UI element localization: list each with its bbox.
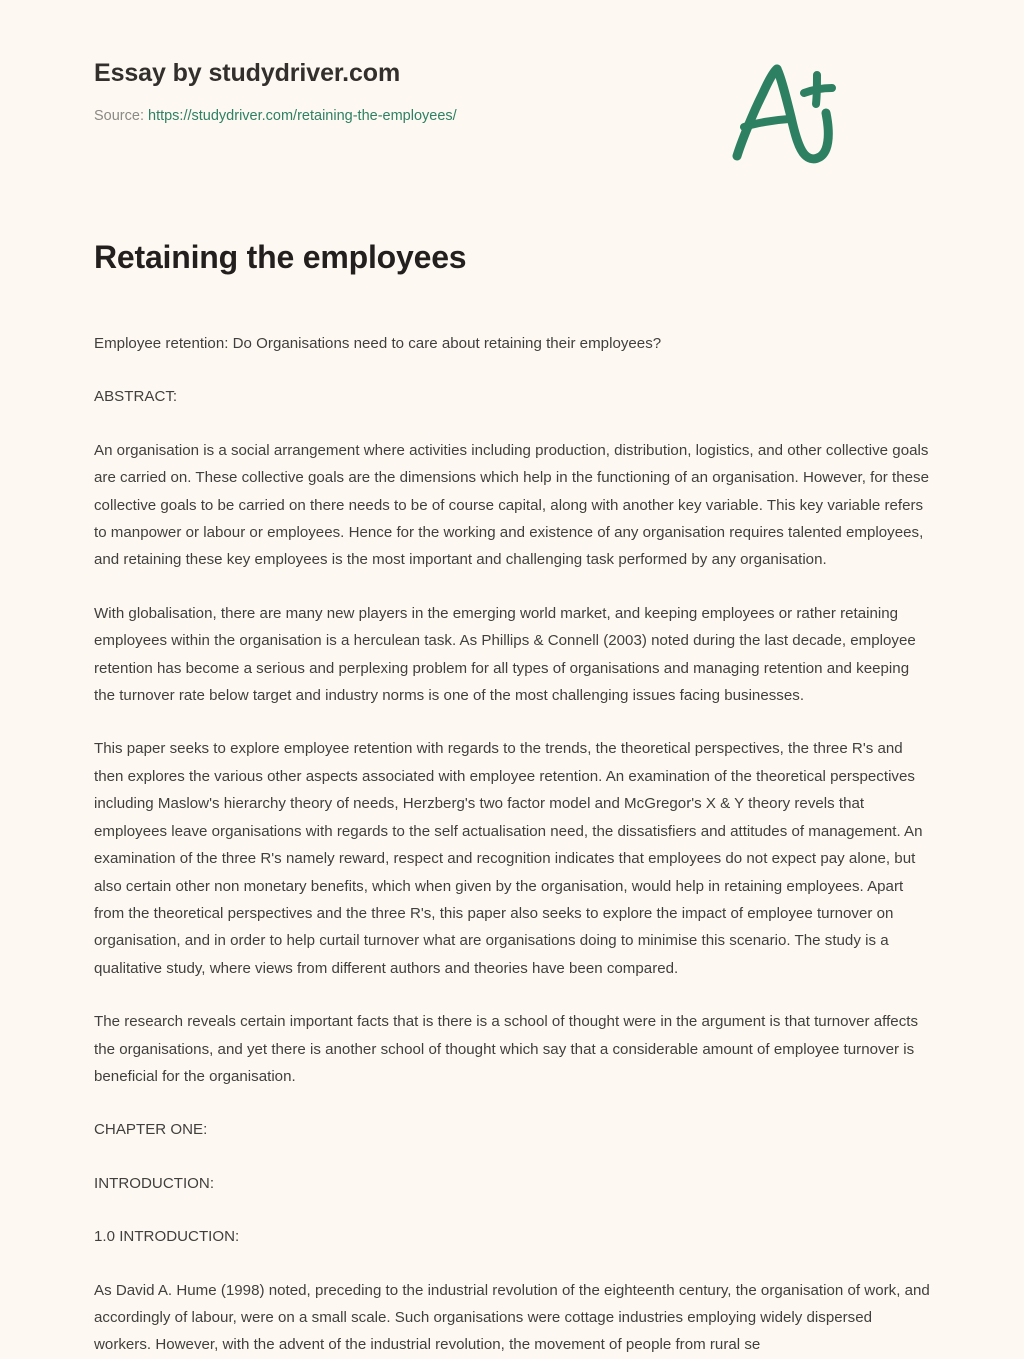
- source-label: Source:: [94, 108, 148, 124]
- paragraph: INTRODUCTION:: [94, 1174, 215, 1192]
- paragraph: ABSTRACT:: [94, 388, 178, 406]
- essay-body: [94, 330, 932, 1359]
- paragraph: With globalisation, there are many new players in the emerging world market, and keeping employees or rather retaining employees within the organisation is a herculean task. As Phillips & Connell (2003) noted during the last decade, employee retention has become a serious and perplexing problem for all types of organisations and managing retention and keeping the turnover rate below target and industry norms is one of the most challenging issues facing businesses.: [94, 604, 916, 705]
- paragraph: CHAPTER ONE:: [94, 1121, 208, 1139]
- page-title: Retaining the employees: [94, 239, 467, 275]
- a-plus-logo-icon: [722, 57, 840, 169]
- paragraph: This paper seeks to explore employee retention with regards to the trends, the theoretical perspectives, the three R's and then explores the various other aspects associated with employee retention. An examination of the theoretical perspectives including Maslow's hierarchy theory of needs, Herzberg's two factor model and McGregor's X & Y theory revels that employees leave organisations with regards to the self actualisation need, the dissatisfiers and attitudes of management. An examination of the three R's namely reward, respect and recognition indicates that employees do not expect pay alone, but also certain other non monetary benefits, which when given by the organisation, would help in retaining employees. Apart from the theoretical perspectives and the three R's, this paper also seeks to explore the impact of employee turnover on organisation, and in order to help curtail turnover what are organisations doing to minimise this scenario. The study is a qualitative study, where views from different authors and theories have been compared.: [94, 740, 923, 977]
- paragraph: 1.0 INTRODUCTION:: [94, 1228, 240, 1246]
- paragraph: The research reveals certain important facts that is there is a school of thought were in the argument is that turnover affects the organisations, and yet there is another school of thought which say that a considerable amount of employee turnover is beneficial for the organisation.: [94, 1013, 919, 1085]
- paragraph: Employee retention: Do Organisations need to care about retaining their employees?: [94, 335, 662, 352]
- brand-title: Essay by studydriver.com: [94, 59, 401, 87]
- paragraph: As David A. Hume (1998) noted, preceding to the industrial revolution of the eighteenth century, the organisation of work, and accordingly of labour, were on a small scale. Such organisations were cottage industries employing widely dispersed workers. However, with the advent of the industrial revolution, the movement of people from rural se: [94, 1281, 930, 1354]
- paragraph: An organisation is a social arrangement where activities including production, distribution, logistics, and other collective goals are carried on. These collective goals are the dimensions which help in the functioning of an organisation. However, for these collective goals to be carried on there needs to be of course capital, along with another key variable. This key variable refers to manpower or labour or employees. Hence for the working and existence of any organisation requires talented employees, and retaining these key employees is the most important and challenging task performed by any organisation.: [94, 441, 929, 569]
- page-header: [94, 0, 930, 130]
- source-url-link[interactable]: https://studydriver.com/retaining-the-employees/: [148, 108, 457, 124]
